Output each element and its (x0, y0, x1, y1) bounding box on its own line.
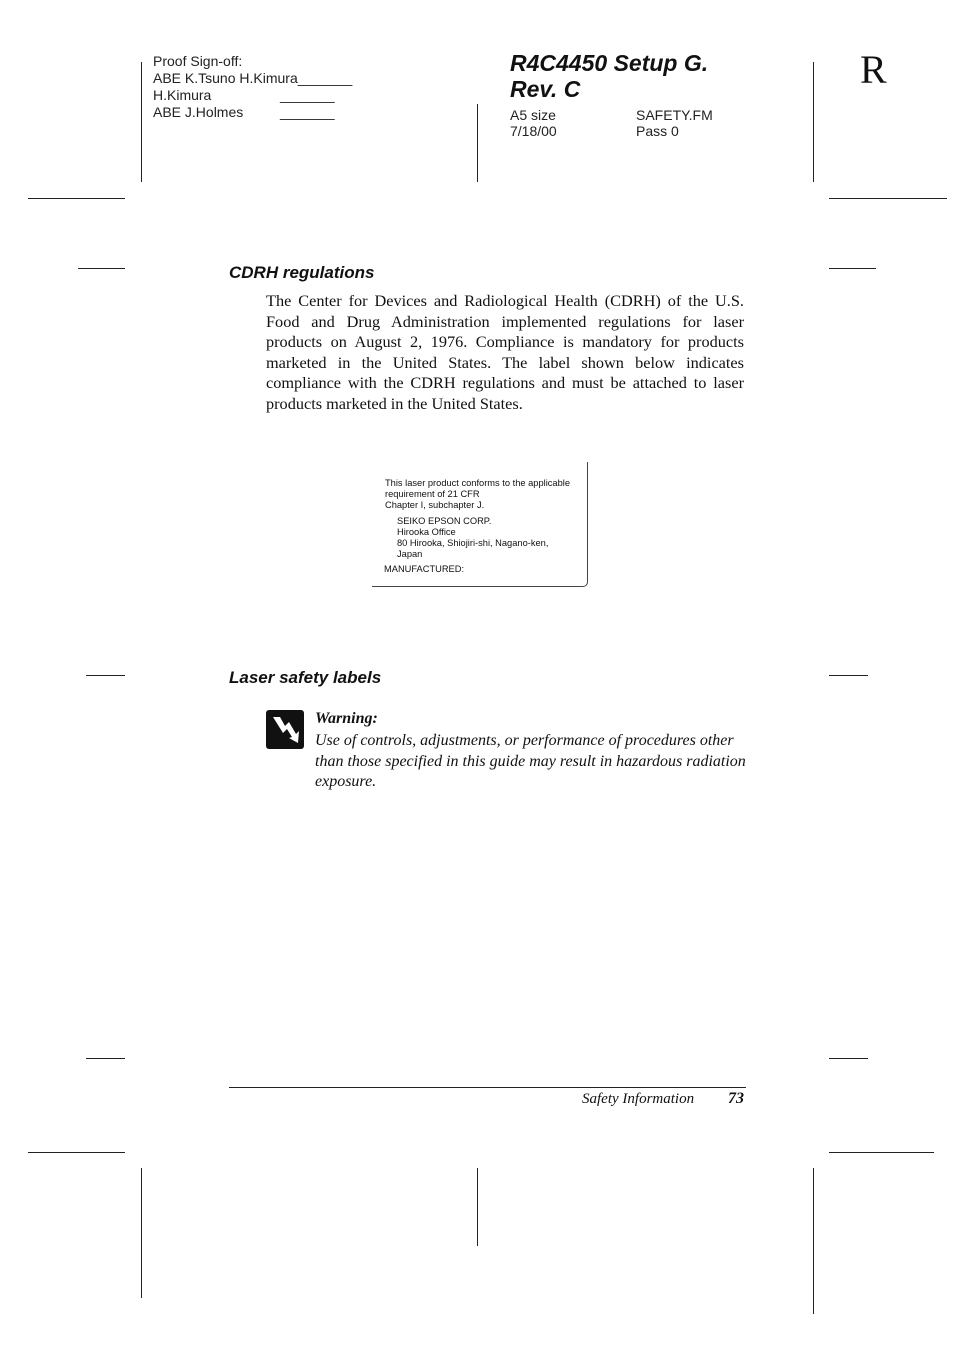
pass-number: Pass 0 (636, 123, 679, 139)
signature-blank: _______ (280, 104, 335, 120)
label-manufactured: MANUFACTURED: (384, 564, 465, 574)
crop-mark (477, 1168, 478, 1246)
page-size: A5 size (510, 107, 556, 123)
label-line: Chapter I, subchapter J. (385, 500, 485, 510)
crop-mark (141, 62, 142, 182)
proof-date: 7/18/00 (510, 123, 557, 139)
warning-text: Use of controls, adjustments, or performance of procedures other than those specified in this guide may result in hazardous radiation exposure. (315, 732, 746, 790)
label-country: Japan (397, 549, 423, 559)
crop-mark (28, 1152, 125, 1153)
crop-mark (813, 62, 814, 182)
crop-mark (28, 198, 125, 199)
section-heading-cdrh: CDRH regulations (229, 263, 375, 282)
proof-line-text: ABE K.Tsuno H.Kimura_______ (153, 70, 353, 86)
corner-letter: R (860, 47, 887, 92)
signature-blank: _______ (280, 87, 335, 103)
label-line: This laser product conforms to the applicable (385, 478, 570, 488)
file-name: SAFETY.FM (636, 107, 713, 123)
label-office: Hirooka Office (397, 527, 456, 537)
proof-signoff (153, 53, 352, 121)
label-company: SEIKO EPSON CORP. (397, 516, 492, 526)
crop-mark (477, 104, 478, 182)
page-number: 73 (728, 1090, 744, 1107)
document-title-line1: R4C4450 Setup G. (510, 50, 709, 76)
crop-mark (141, 1168, 142, 1298)
crop-mark (829, 198, 947, 199)
section-heading-laser: Laser safety labels (229, 668, 382, 687)
crop-mark (78, 268, 125, 269)
crop-mark (86, 1058, 125, 1059)
warning-lightning-icon (266, 710, 304, 749)
cdrh-paragraph: The Center for Devices and Radiological Health (CDRH) of the U.S. Food and Drug Administration implemented regulations for laser products on August 2, 1976. Compliance is mandatory for products marketed in the United States. The label shown below indicates compliance with the CDRH regulations and must be attached to laser products marketed in the United States. (266, 291, 744, 413)
crop-mark (829, 268, 876, 269)
label-line: requirement of 21 CFR (385, 489, 480, 499)
proof-line-text: Proof Sign-off: (153, 53, 243, 69)
proof-line-text: ABE J.Holmes (153, 104, 244, 120)
crop-mark (829, 1152, 934, 1153)
document-title (510, 50, 770, 102)
cdrh-compliance-label (372, 462, 588, 587)
proof-line (153, 87, 352, 104)
footer-rule (229, 1087, 746, 1088)
proof-line-text: H.Kimura (153, 87, 212, 103)
warning-title: Warning: (315, 710, 378, 727)
proof-line (153, 53, 352, 70)
crop-mark (86, 675, 125, 676)
crop-mark (813, 1168, 814, 1314)
proof-line (153, 104, 352, 121)
footer-section-name: Safety Information (582, 1091, 695, 1107)
crop-mark (829, 1058, 868, 1059)
label-address: 80 Hirooka, Shiojiri-shi, Nagano-ken, (397, 538, 549, 548)
crop-mark (829, 675, 868, 676)
proof-line (153, 70, 352, 87)
document-title-line2: Rev. C (510, 76, 581, 102)
